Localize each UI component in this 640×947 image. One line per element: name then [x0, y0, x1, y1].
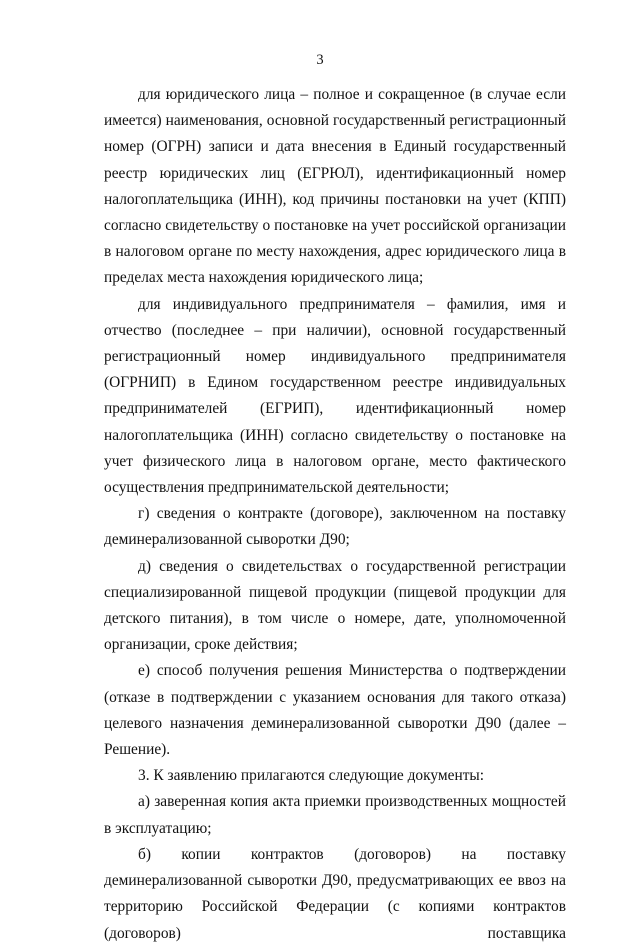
paragraph-section-3: 3. К заявлению прилагаются следующие документы: [138, 767, 485, 785]
paragraph-item-g: г) сведения о контракте (договоре), заключенном на поставку деминерализованной сыворотки Д90; [104, 505, 566, 549]
page-number: 3 [316, 52, 324, 68]
document-body [104, 82, 566, 947]
paragraph-legal-entity: для юридического лица – полное и сокращенное (в случае если имеется) наименования, основной государственный регистрационный номер (ОГРН) записи и дата внесения в Единый государственный реестр юридических лиц (ЕГРЮЛ), идентификационный номер налогоплательщика (ИНН), код причины постановки на учет (КПП) согласно свидетельству о постановке на учет российской организации в налоговом органе по месту нахождения, адрес юридического лица в пределах места нахождения юридического лица; [104, 86, 566, 287]
paragraph-item-d: д) сведения о свидетельствах о государственной регистрации специализированной пищевой продукции (пищевой продукции для детского питания), в том числе о номере, дате, уполномоченной организации, сроке действия; [104, 557, 566, 654]
paragraph-item-b: б) копии контрактов (договоров) на поставку деминерализованной сыворотки Д90, предусматривающих ее ввоз на территорию Российской Федерации (с копиями контрактов (договоров) поставщика [104, 845, 566, 942]
paragraph-item-a: а) заверенная копия акта приемки производственных мощностей в эксплуатацию; [104, 793, 566, 837]
paragraph-individual-entrepreneur: для индивидуального предпринимателя – фамилия, имя и отчество (последнее – при наличии), основной государственный регистрационный номер индивидуального предпринимателя (ОГРНИП) в Едином государственном реестре индивидуальных предпринимателей (ЕГРИП), идентификационный номер налогоплательщика (ИНН) согласно свидетельству о постановке на учет физического лица в налоговом органе, место фактического осуществления предпринимательской деятельности; [104, 295, 566, 497]
paragraph-item-e: е) способ получения решения Министерства о подтверждении (отказе в подтверждении с указанием основания для такого отказа) целевого назначения деминерализованной сыворотки Д90 (далее – Решение). [104, 662, 566, 759]
